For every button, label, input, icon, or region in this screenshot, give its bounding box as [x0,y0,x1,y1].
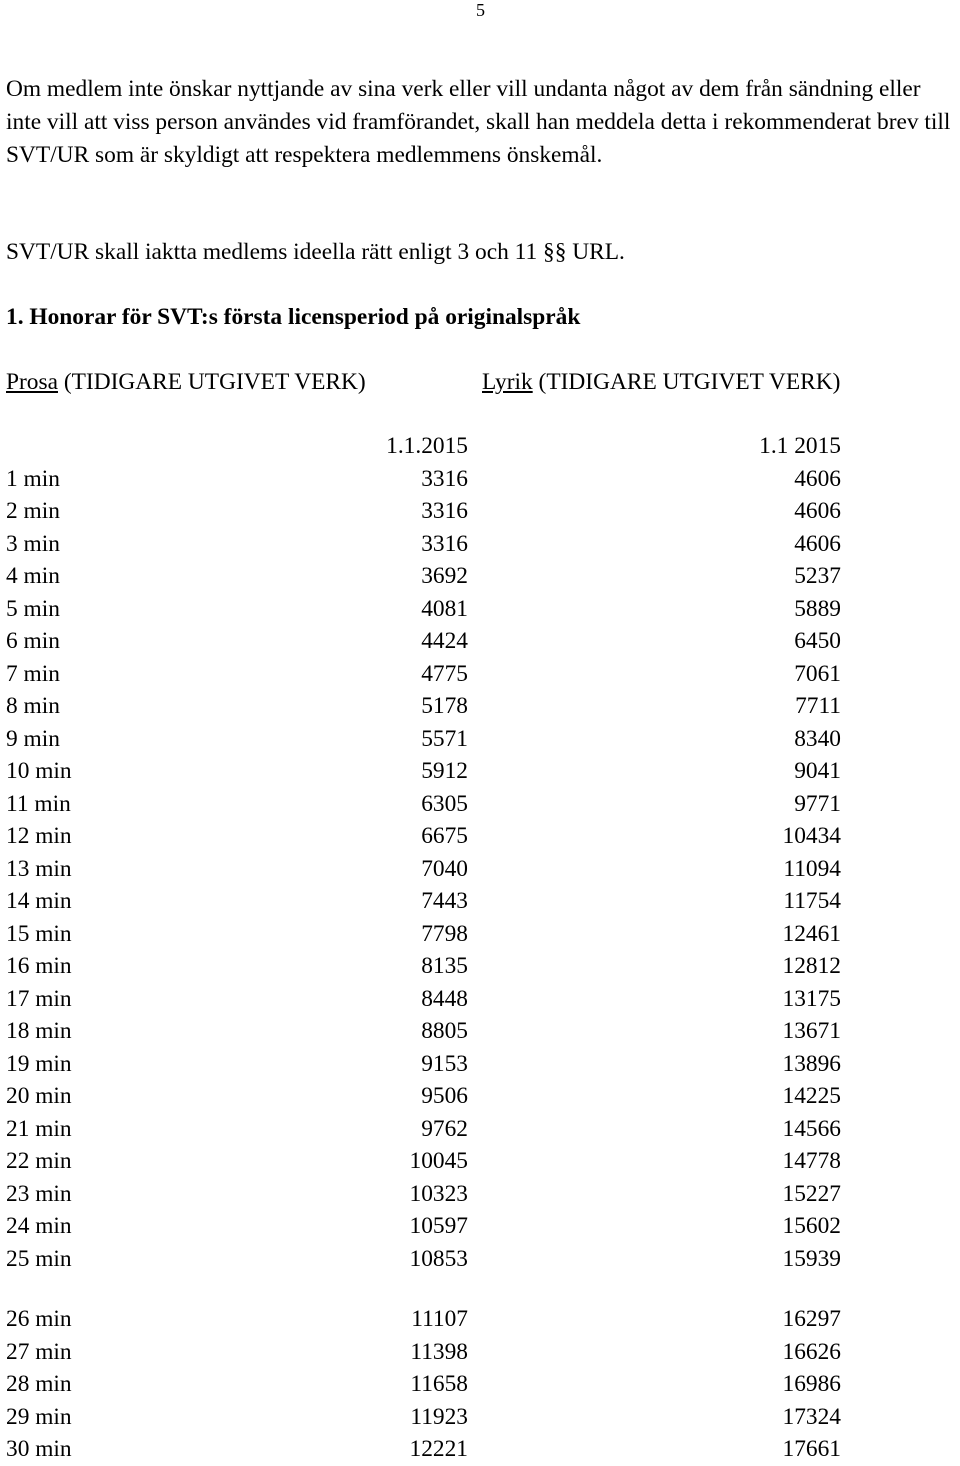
table-row [6,1048,956,1081]
row-duration: 22 min [6,1148,72,1174]
row-duration: 4 min [6,563,60,589]
row-duration: 7 min [6,660,60,687]
table-row [6,723,956,756]
table-row [6,853,956,886]
lyrik-fee: 13671 [782,1018,841,1044]
prosa-fee: 9153 [421,1050,468,1077]
section-heading: 1. Honorar för SVT:s första licensperiod på originalspråk [6,304,581,330]
lyrik-fee: 12461 [782,920,841,947]
row-duration: 13 min [6,855,72,882]
prosa-fee: 6305 [421,790,468,817]
prosa-fee: 8805 [421,1018,468,1044]
row-duration: 20 min [6,1083,72,1109]
table-row [6,1178,956,1211]
row-duration: 21 min [6,1115,72,1142]
table-row [6,560,956,593]
table-row [6,918,956,951]
prosa-fee: 7040 [421,855,468,882]
fee-table [6,430,956,1466]
prosa-fee: 4775 [421,660,468,687]
row-duration: 23 min [6,1180,72,1207]
lyrik-fee: 17661 [782,1436,841,1462]
prosa-fee: 3316 [421,498,468,524]
table-row [6,1210,956,1243]
table-row [6,528,956,561]
row-duration: 30 min [6,1436,72,1462]
paragraph-moral-rights: SVT/UR skall iaktta medlems ideella rätt enligt 3 och 11 §§ URL. [6,239,625,265]
prosa-fee: 9506 [421,1083,468,1109]
row-duration: 11 min [6,790,71,817]
prosa-fee: 11658 [410,1371,468,1397]
lyrik-fee: 15227 [782,1180,841,1207]
prosa-fee: 8135 [421,953,468,979]
table-row [6,820,956,853]
table-row [6,495,956,528]
row-duration: 9 min [6,725,60,752]
lyrik-fee: 17324 [782,1403,841,1430]
lyrik-fee: 8340 [794,725,841,752]
lyrik-fee: 13896 [782,1050,841,1077]
lyrik-fee: 4606 [794,465,841,492]
row-duration: 6 min [6,628,60,654]
lyrik-fee: 13175 [782,985,841,1012]
table-row [6,690,956,723]
prosa-fee: 10323 [409,1180,468,1207]
table-date-row [6,430,956,463]
lyrik-date: 1.1 2015 [759,433,841,459]
table-row [6,788,956,821]
prosa-fee: 9762 [421,1115,468,1142]
row-duration: 2 min [6,498,60,524]
table-row [6,1336,956,1369]
prosa-date: 1.1.2015 [386,433,468,459]
lyrik-fee: 9041 [794,758,841,784]
row-duration: 28 min [6,1371,72,1397]
row-duration: 27 min [6,1338,72,1365]
table-row [6,463,956,496]
prosa-fee: 11923 [410,1403,468,1430]
lyrik-fee: 14566 [782,1115,841,1142]
prosa-label: Prosa [6,369,58,395]
lyrik-fee: 5237 [794,563,841,589]
row-duration: 10 min [6,758,72,784]
lyrik-suffix: (TIDIGARE UTGIVET VERK) [532,369,841,395]
row-duration: 3 min [6,530,60,557]
lyrik-fee: 11094 [783,855,841,882]
lyrik-fee: 7061 [794,660,841,687]
row-duration: 14 min [6,888,72,914]
prosa-column-heading [6,366,366,399]
lyrik-fee: 15602 [782,1213,841,1239]
prosa-fee: 10853 [409,1245,468,1272]
lyrik-fee: 16626 [782,1338,841,1365]
paragraph-withdrawal-notice: Om medlem inte önskar nyttjande av sina verk eller vill undanta något av dem från sändning eller inte vill att viss person användes vid framförandet, skall han meddela detta i rekommenderat brev till SVT/UR som är skyldigt att respektera medlemmens önskemål. [6,76,951,168]
row-duration: 16 min [6,953,72,979]
prosa-fee: 5912 [421,758,468,784]
table-row [6,1015,956,1048]
table-row [6,950,956,983]
lyrik-fee: 10434 [782,823,841,849]
prosa-fee: 11107 [411,1306,468,1332]
prosa-fee: 3316 [421,530,468,557]
lyrik-fee: 6450 [794,628,841,654]
lyrik-fee: 15939 [782,1245,841,1272]
row-duration: 26 min [6,1306,72,1332]
table-row [6,1368,956,1401]
table-row [6,755,956,788]
lyrik-fee: 4606 [794,498,841,524]
lyrik-fee: 16297 [782,1306,841,1332]
prosa-fee: 4424 [421,628,468,654]
prosa-fee: 7443 [421,888,468,914]
prosa-fee: 10045 [409,1148,468,1174]
prosa-fee: 3692 [421,563,468,589]
prosa-fee: 11398 [410,1338,468,1365]
prosa-fee: 7798 [421,920,468,947]
prosa-fee: 8448 [421,985,468,1012]
lyrik-fee: 4606 [794,530,841,557]
row-duration: 19 min [6,1050,72,1077]
lyrik-fee: 5889 [794,595,841,622]
lyrik-fee: 9771 [794,790,841,817]
page-number: 5 [476,0,485,20]
row-duration: 17 min [6,985,72,1012]
prosa-fee: 6675 [421,823,468,849]
table-row [6,1113,956,1146]
row-duration: 1 min [6,465,60,492]
prosa-fee: 3316 [421,465,468,492]
table-row [6,1401,956,1434]
table-row [6,658,956,691]
row-duration: 25 min [6,1245,72,1272]
row-duration: 12 min [6,823,72,849]
prosa-fee: 10597 [409,1213,468,1239]
prosa-fee: 4081 [421,595,468,622]
lyrik-column-heading [482,366,840,399]
row-duration: 8 min [6,693,60,719]
row-duration: 24 min [6,1213,72,1239]
row-duration: 15 min [6,920,72,947]
lyrik-fee: 12812 [782,953,841,979]
lyrik-fee: 16986 [782,1371,841,1397]
table-row [6,1433,956,1466]
table-row [6,593,956,626]
lyrik-fee: 7711 [795,693,841,719]
prosa-suffix: (TIDIGARE UTGIVET VERK) [57,369,366,395]
table-row [6,1145,956,1178]
row-duration: 29 min [6,1403,72,1430]
lyrik-fee: 14225 [782,1083,841,1109]
prosa-fee: 5571 [421,725,468,752]
table-row [6,1080,956,1113]
lyrik-label: Lyrik [482,369,533,395]
row-duration: 18 min [6,1018,72,1044]
table-row [6,1243,956,1276]
table-row [6,625,956,658]
table-row [6,885,956,918]
prosa-fee: 12221 [409,1436,468,1462]
table-row [6,1303,956,1336]
lyrik-fee: 11754 [783,888,841,914]
table-row [6,983,956,1016]
lyrik-fee: 14778 [782,1148,841,1174]
prosa-fee: 5178 [421,693,468,719]
row-duration: 5 min [6,595,60,622]
